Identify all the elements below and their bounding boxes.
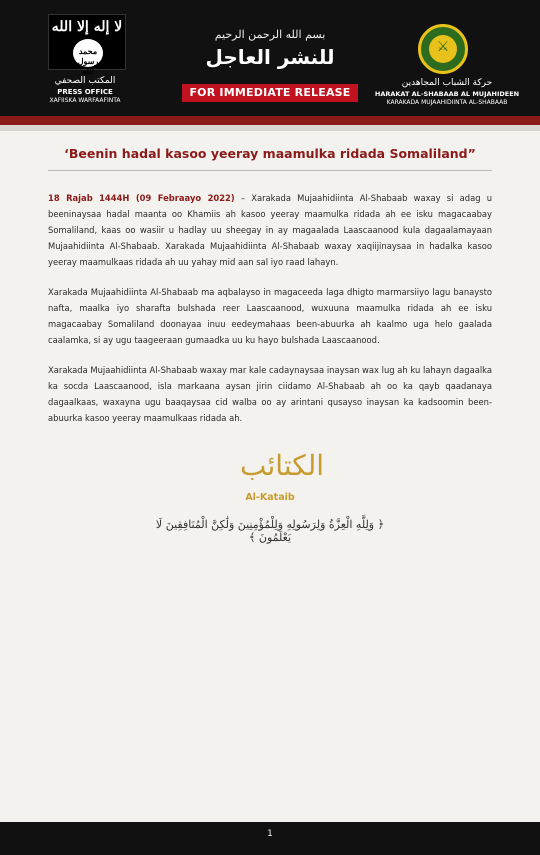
flag-text: لا إله إلا الله — [51, 19, 123, 35]
press-office-ar: المكتب الصحفي — [54, 76, 116, 86]
press-office-label — [20, 76, 150, 104]
black-flag-logo — [48, 14, 126, 76]
seal-text: محمد رسول الله — [77, 46, 99, 76]
document-title: ‘Beenin hadal kasoo yeeray maamulka ridada Somaliland” — [64, 146, 476, 161]
quran-verse: ﴿ وَلِلَّهِ الْعِزَّةُ وَلِرَسُولِهِ وَلِلْمُؤْمِنِينَ وَلَٰكِنَّ الْمُنَافِقِينَ لَا يَعْلَمُونَ ﴾ — [155, 518, 385, 544]
document-body — [48, 190, 492, 440]
al-kataib-name: Al-Kataib — [245, 492, 295, 503]
organization-label — [372, 78, 522, 106]
crossed-swords-icon — [418, 24, 468, 74]
al-kataib-logo — [240, 447, 325, 487]
header-grey-band — [0, 125, 540, 131]
swords-glyph: ⚔ — [436, 39, 450, 55]
al-kataib-glyph: الكتائب — [240, 449, 325, 482]
org-so: KARAKADA MUJAAHIDIINTA AL-SHABAAB — [386, 99, 508, 106]
paragraph-3: Xarakada Mujaahidiinta Al-Shabaab waxay mar kale cadaynaysaa inaysan wax lug ah ku lahayn dagaalka ka socda Laascaanood, isla markaana aysan jirin ciidamo Al-Shabaab ah oo ka qayb qaadanaya dagaalkaas, waxayna ugu baaqaysaa cid walba oo ay arintani qusayso inaysan ka kadsoomin been-abuurka kasoo yeeray maamulkaas ridada ah. — [48, 365, 492, 423]
header-bar — [0, 0, 540, 122]
org-ar: حركة الشباب المجاهدين — [401, 78, 493, 88]
basmala: بسم الله الرحمن الرحيم — [214, 28, 326, 41]
page-number: 1 — [267, 829, 273, 839]
header-red-band — [0, 116, 540, 125]
seal-icon — [73, 39, 103, 76]
paragraph-1-text: – Xarakada Mujaahidiinta Al-Shabaab waxay si adag u beeninaysaa hadal maanta oo Khamiis ah kasoo yeeray maamulka ridada ah ee isku magacaabay Somaliland, kaas oo wasiir u hadlay uu sheegay in ay magaalada Laascaanood kula dagaalamayaan Mujaahidiinta Al-Shabaab. Xarakada Mujaahidiinta Al-Shabaab waxay xaqiijinaysaa in hadalka kasoo yeeray maamulkaas ridada ah uu yahay mid aan sal iyo raad lahayn. — [48, 193, 492, 267]
release-banner: FOR IMMEDIATE RELEASE — [182, 84, 358, 102]
press-office-en: PRESS OFFICE — [57, 88, 113, 96]
press-office-so: XAFIISKA WARFAAFINTA — [49, 97, 121, 104]
org-en: HARAKAT AL-SHABAAB AL MUJAHIDEEN — [374, 90, 520, 98]
center-heading — [170, 28, 370, 69]
date-lead: 18 Rajab 1444H (09 Febraayo 2022) — [48, 193, 235, 203]
arabic-title: للنشر العاجل — [205, 45, 335, 69]
title-divider — [48, 170, 492, 171]
paragraph-2: Xarakada Mujaahidiinta Al-Shabaab ma aqbalayso in magaceeda laga dhigto marmarsiiyo lagu banaysto nafta, maalka iyo sharafta bulshada reer Laascaanood, wuxuuna maamulka ridada ah ee isku magacaabay Somaliland doonayaa inuu eedeymahaas been-abuurka ah kaalmo uga helo gaalada caalamka, si ay ugu taageeraan gumaadka uu ku hayo bulshada Laascaanood. — [48, 287, 492, 345]
paragraph-1 — [48, 190, 492, 270]
